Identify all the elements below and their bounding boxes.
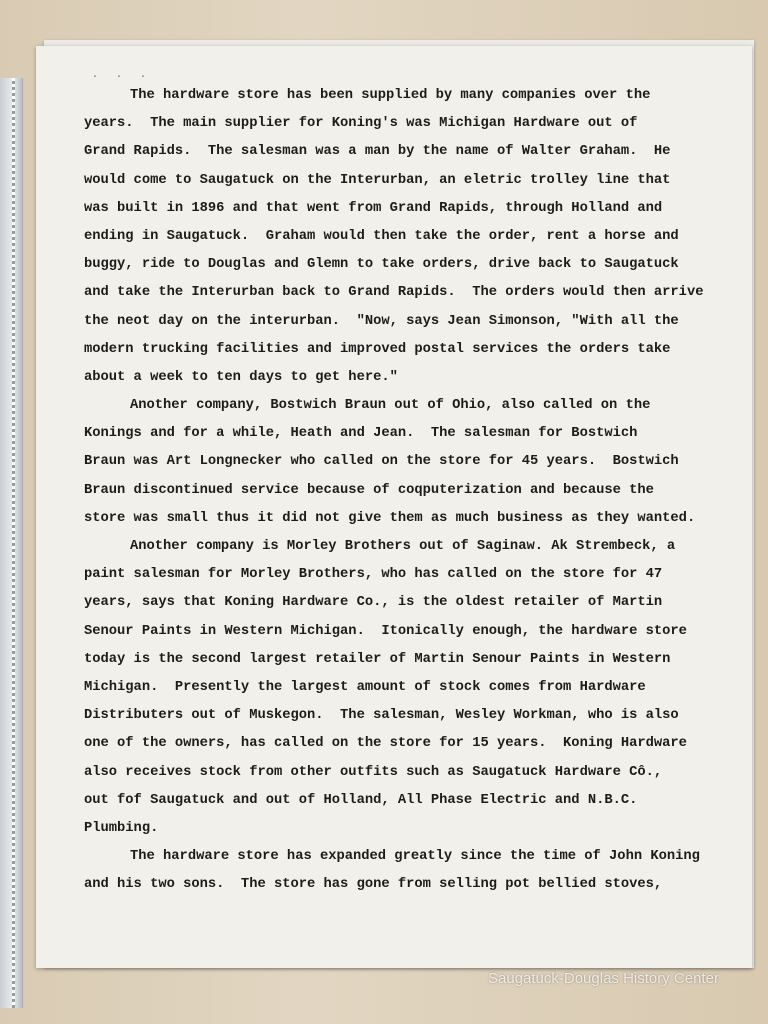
text-line: ending in Saugatuck. Graham would then take the order, rent a horse and xyxy=(84,228,679,244)
text-line: today is the second largest retailer of Martin Senour Paints in Western xyxy=(84,651,671,667)
text-line: Plumbing. xyxy=(84,820,159,836)
text-line: modern trucking facilities and improved postal services the orders take xyxy=(84,341,671,357)
text-line: The hardware store has expanded greatly since the time of John Koning xyxy=(130,849,700,865)
plastic-sleeve-edge xyxy=(0,78,23,1008)
text-line: The hardware store has been supplied by many companies over the xyxy=(130,88,651,103)
text-line: buggy, ride to Douglas and Glemn to take orders, drive back to Saugatuck xyxy=(84,257,679,273)
text-line: years, says that Koning Hardware Co., is the oldest retailer of Martin xyxy=(84,595,663,611)
text-line: paint salesman for Morley Brothers, who has called on the store for 47 xyxy=(84,567,663,583)
watermark: Saugatuck-Douglas History Center xyxy=(488,970,719,987)
text-line: Braun was Art Longnecker who called on the store for 45 years. Bostwich xyxy=(84,454,679,470)
text-line: Another company, Bostwich Braun out of Ohio, also called on the xyxy=(130,398,651,414)
text-line: out fof Saugatuck and out of Holland, All Phase Electric and N.B.C. xyxy=(84,792,638,808)
text-line: Grand Rapids. The salesman was a man by the name of Walter Graham. He xyxy=(84,144,671,160)
text-line: Braun discontinued service because of coqputerization and because the xyxy=(84,482,654,498)
document-body xyxy=(84,84,724,901)
text-line: would come to Saugatuck on the Interurban, an eletric trolley line that xyxy=(84,172,671,188)
text-line: store was small thus it did not give them as much business as they wanted. xyxy=(84,510,696,526)
text-line: Senour Paints in Western Michigan. Itonically enough, the hardware store xyxy=(84,623,687,639)
text-line: was built in 1896 and that went from Grand Rapids, through Holland and xyxy=(84,200,663,216)
text-line: and take the Interurban back to Grand Rapids. The orders would then arrive xyxy=(84,285,704,301)
text-line: Another company is Morley Brothers out of Saginaw. Ak Strembeck, a xyxy=(130,539,676,554)
text-line: one of the owners, has called on the store for 15 years. Koning Hardware xyxy=(84,736,687,752)
text-line: Distributers out of Muskegon. The salesman, Wesley Workman, who is also xyxy=(84,708,679,724)
text-line: and his two sons. The store has gone from selling pot bellied stoves, xyxy=(84,877,663,893)
text-line: Michigan. Presently the largest amount of stock comes from Hardware xyxy=(84,679,646,695)
text-line: years. The main supplier for Koning's was Michigan Hardware out of xyxy=(84,116,638,132)
text-line: about a week to ten days to get here." xyxy=(84,369,398,385)
punch-marks: . . . xyxy=(92,70,153,81)
text-line: also receives stock from other outfits such as Saugatuck Hardware Cô., xyxy=(84,764,663,780)
text-line: the neot day on the interurban. "Now, says Jean Simonson, "With all the xyxy=(84,313,679,329)
text-line: Konings and for a while, Heath and Jean. The salesman for Bostwich xyxy=(84,426,638,442)
